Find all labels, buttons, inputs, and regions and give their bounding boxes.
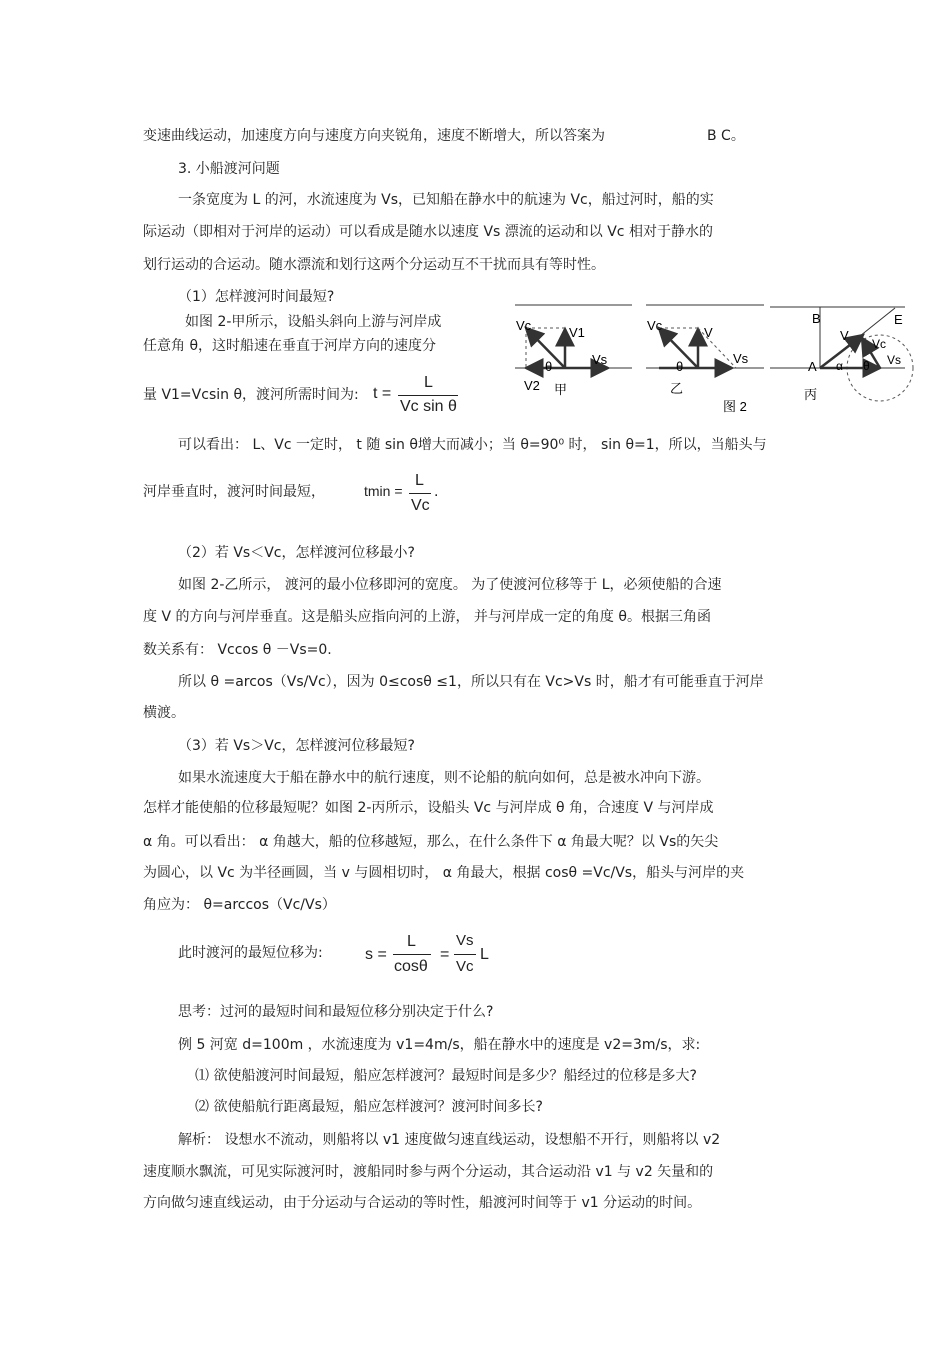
text-line: 横渡。 [143, 705, 185, 721]
example-heading: 例 5 河宽 d=100m ，水流速度为 v1=4m/s，船在静水中的速度是 v2=3m/s，求: [178, 1037, 701, 1053]
label-vs: Vs [733, 351, 749, 366]
text-line: α 角。可以看出： α 角越大，船的位移越短，那么，在什么条件下 α 角最大呢？以 Vs的矢尖 [143, 834, 719, 850]
formula-s-num2: Vs [456, 932, 474, 949]
formula-s-tail: L [480, 946, 489, 963]
question-heading: （3）若 Vs＞Vc，怎样渡河位移最短? [178, 738, 415, 754]
formula-tmin-end: . [434, 483, 439, 500]
label-alpha: α [836, 359, 843, 373]
question-heading: （1）怎样渡河时间最短? [178, 289, 335, 305]
formula-t-numerator: L [424, 374, 433, 391]
text-line: 如果水流速度大于船在静水中的航行速度，则不论船的航向如何，总是被水冲向下游。 [178, 770, 710, 786]
label-v1: V1 [569, 325, 585, 340]
text-line: 变速曲线运动，加速度方向与速度方向夹锐角，速度不断增大，所以答案为 [143, 128, 605, 144]
text-line: 河岸垂直时，渡河时间最短， [143, 484, 325, 500]
diagram-yi [646, 305, 764, 396]
label-yi: 乙 [670, 381, 684, 396]
figure-caption: 图 2 [723, 399, 747, 414]
diagram-bing [770, 307, 913, 402]
label-b: B [812, 311, 821, 326]
formula-s-num1: L [407, 933, 416, 950]
text-line: 划行运动的合运动。随水漂流和划行这两个分运动互不干扰而具有等时性。 [143, 257, 605, 273]
label-v: V [704, 325, 713, 340]
text-line: 怎样才能使船的位移最短呢？如图 2-丙所示，设船头 Vc 与河岸成 θ 角，合速度 V 与河岸成 [143, 800, 714, 816]
answer-text: B C。 [707, 128, 745, 144]
formula-tmin-numerator: L [415, 472, 424, 489]
fraction-bar [454, 954, 476, 955]
label-v2: V2 [524, 378, 540, 393]
label-jia: 甲 [554, 382, 568, 397]
label-theta: θ [863, 359, 870, 373]
formula-t-denominator: Vc sin θ [400, 398, 457, 415]
text-line: 所以 θ =arcos（Vs/Vc），因为 0≤cosθ ≤1，所以只有在 Vc>Vs 时，船才有可能垂直于河岸 [178, 674, 764, 690]
text-line: 为圆心，以 Vc 为半径画圆，当 v 与圆相切时， α 角最大，根据 cosθ =Vc/Vs，船头与河岸的夹 [143, 865, 745, 881]
text-line: 方向做匀速直线运动，由于分运动与合运动的等时性，船渡河时间等于 v1 分运动的时间。 [143, 1195, 702, 1211]
example-question: ⑵ 欲使船航行距离最短，船应怎样渡河？渡河时间多长? [195, 1099, 543, 1115]
figure-2 [510, 295, 920, 415]
formula-tmin-lhs: tmin = [364, 483, 403, 499]
text-line: 际运动（即相对于河岸的运动）可以看成是随水以速度 Vs 漂流的运动和以 Vc 相对于静水的 [143, 224, 713, 240]
text-line: 一条宽度为 L 的河，水流速度为 Vs，已知船在静水中的航速为 Vc，船过河时，船的实 [178, 192, 714, 208]
label-vc: Vc [516, 318, 532, 333]
label-vc: Vc [647, 318, 663, 333]
text-line: 可以看出： L、Vc 一定时， t 随 sin θ增大而减小；当 θ=90⁰ 时， sin θ=1，所以，当船头与 [178, 437, 767, 453]
formula-s-eq: = [440, 946, 450, 963]
text-line: 解析： 设想水不流动，则船将以 v1 速度做匀速直线运动，设想船不开行，则船将以 v2 [178, 1132, 721, 1148]
label-bing: 丙 [804, 387, 818, 402]
text-line: 数关系有： Vccos θ －Vs=0. [143, 642, 332, 658]
text-line: 如图 2-乙所示， 渡河的最小位移即河的宽度。 为了使渡河位移等于 L，必须使船的合速 [178, 577, 722, 593]
text-line: 任意角 θ，这时船速在垂直于河岸方向的速度分 [143, 338, 437, 354]
formula-s-den1: cosθ [394, 958, 428, 975]
diagram-jia [515, 305, 632, 397]
text-line: 思考：过河的最短时间和最短位移分别决定于什么? [178, 1004, 494, 1020]
section-heading: 3. 小船渡河问题 [178, 161, 280, 177]
question-heading: （2）若 Vs＜Vc，怎样渡河位移最小? [178, 545, 415, 561]
text-line: 角应为： θ=arccos（Vc/Vs） [143, 897, 336, 913]
fraction-bar [409, 493, 431, 494]
formula-tmin-denominator: Vc [411, 497, 430, 514]
formula-t-lhs: t = [373, 385, 392, 402]
fraction-bar [398, 395, 458, 396]
text-line: 如图 2-甲所示，设船头斜向上游与河岸成 [185, 314, 442, 330]
label-vs: Vs [592, 352, 608, 367]
label-theta: θ [676, 359, 684, 374]
formula-s-lhs: s = [365, 946, 387, 963]
fraction-bar [393, 954, 431, 955]
text-line: 量 V1=Vcsin θ，渡河所需时间为: [143, 387, 359, 403]
formula-s-den2: Vc [456, 958, 474, 975]
example-question: ⑴ 欲使船渡河时间最短，船应怎样渡河？最短时间是多少？船经过的位移是多大? [195, 1068, 697, 1084]
label-e: E [894, 312, 903, 327]
label-vs: Vs [887, 353, 902, 367]
label-theta: θ [545, 359, 553, 374]
text-line: 度 V 的方向与河岸垂直。这是船头应指向河的上游， 并与河岸成一定的角度 θ。根据三角函 [143, 609, 711, 625]
label-v: V [840, 328, 849, 343]
label-vc: Vc [872, 337, 887, 351]
text-line: 速度顺水飘流，可见实际渡河时，渡船同时参与两个分运动，其合运动沿 v1 与 v2 矢量和的 [143, 1164, 714, 1180]
text-line: 此时渡河的最短位移为: [178, 945, 323, 961]
label-a: A [808, 359, 817, 374]
